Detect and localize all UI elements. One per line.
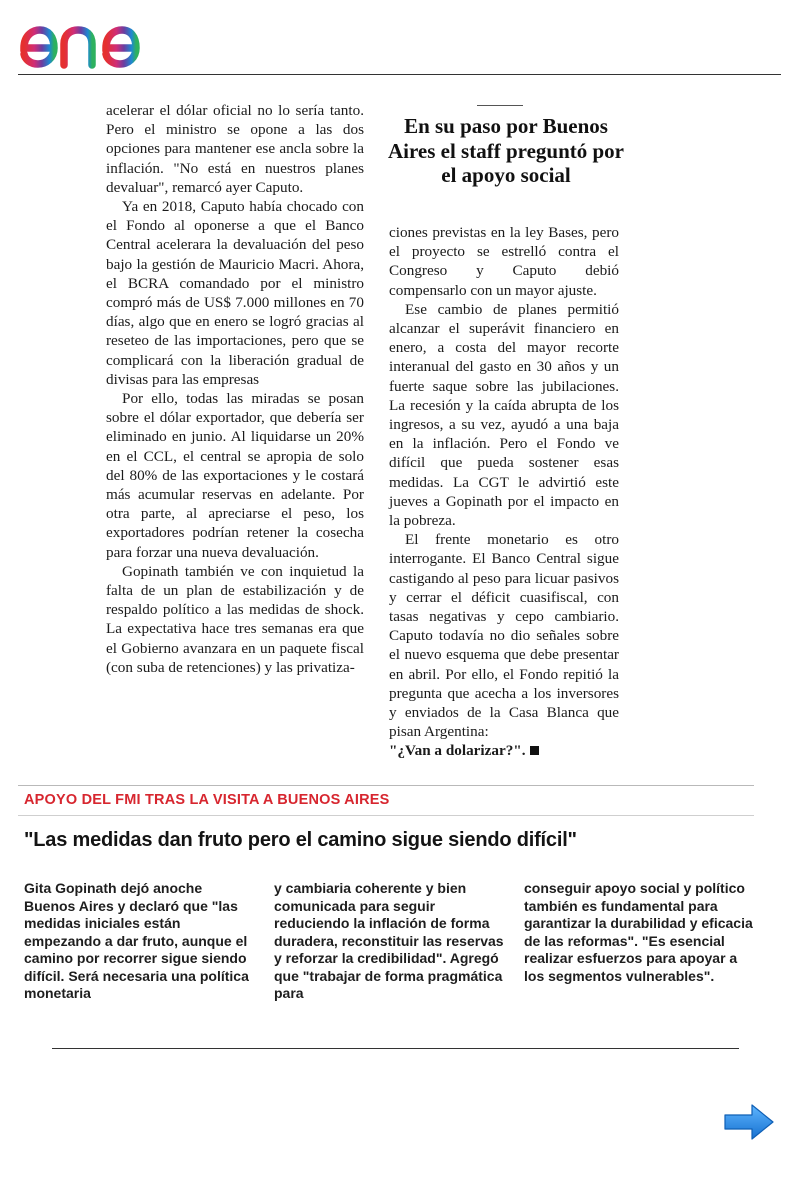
box-column-3: conseguir apoyo social y político también es fundamental para garantizar la durabilidad y eficacia de las reformas". "Es esencial realizar esfuerzos para apoyar a los segmentos vulnerables".	[524, 880, 753, 984]
box-top-rule	[18, 785, 754, 786]
article-paragraph: Ya en 2018, Caputo había chocado con el Fondo al oponerse a que el Banco Central acelerara la devaluación del peso bajo la gestión de Mauricio Macri. Ahora, el BCRA comandado por el ministro compró más de US$ 7.000 millones en 70 días, algo que en enero se logró gracias al reseteo de las importaciones, pero que se complicará con la liberación gradual de divisas para las empresas	[106, 198, 364, 388]
enel-logo-icon	[16, 8, 181, 70]
article-column-1	[106, 101, 364, 677]
article-paragraph: acelerar el dólar oficial no lo sería tanto. Pero el ministro se opone a las dos opciones para mantener ese ancla sobre la inflación. "No está en nuestros planes devaluar", remarcó ayer Caputo.	[106, 102, 364, 196]
box-kicker: APOYO DEL FMI TRAS LA VISITA A BUENOS AIRES	[24, 792, 390, 808]
ending-question: "¿Van a dolarizar?".	[389, 742, 526, 760]
end-of-article-mark	[530, 746, 539, 755]
pullquote: En su paso por Buenos Aires el staff preguntó por el apoyo social	[387, 114, 625, 187]
footer-rule	[52, 1048, 739, 1049]
box-divider	[18, 815, 754, 816]
article-paragraph: El frente monetario es otro interrogante. El Banco Central sigue castigando al peso para licuar pasivos y cerrar el déficit cuasifiscal, con tasas negativas y cepo cambiario. Caputo todavía no dio señales sobre el nuevo esquema que debe presentar en abril. Por ello, el Fondo repitió la pregunta que acecha a los inversores y enviados de la Casa Blanca que pisan Argentina:	[389, 531, 619, 741]
box-column-1: Gita Gopinath dejó anoche Buenos Aires y declaró que "las medidas iniciales están empezando a dar fruto, aunque el camino por recorrer sigue siendo difícil. Será necesaria una política monetaria	[24, 880, 249, 1001]
box-column-2: y cambiaria coherente y bien comunicada para seguir reduciendo la inflación de forma duradera, reconstituir las reservas y reforzar la credibilidad". Agregó que "trabajar de forma pragmática para	[274, 880, 504, 1001]
article-column-2	[389, 223, 619, 761]
header-rule	[18, 74, 781, 75]
pullquote-rule	[477, 105, 523, 106]
article-paragraph: Por ello, todas las miradas se posan sobre el dólar exportador, que debería ser eliminado en junio. Al liquidarse un 20% en el CCL, el central se apropia de solo del 80% de las exportaciones y le costará más acumular reservas en adelante. Por otra parte, al apreciarse el peso, los exportadores podrían retener la cosecha para forzar una nueva devaluación.	[106, 390, 364, 561]
box-title: "Las medidas dan fruto pero el camino sigue siendo difícil"	[24, 829, 577, 851]
article-paragraph: ciones previstas en la ley Bases, pero el proyecto se estrelló contra el Congreso y Caputo debió compensarlo con un mayor ajuste.	[389, 224, 619, 299]
article-paragraph: Gopinath también ve con inquietud la falta de un plan de estabilización y de respaldo político a las medidas de shock. La expectativa hace tres semanas era que el Gobierno avanzara en un paquete fiscal (con suba de retenciones) y las privatiza-	[106, 562, 364, 676]
article-ending	[389, 741, 619, 760]
article-paragraph: Ese cambio de planes permitió alcanzar el superávit financiero en enero, a costa del mayor recorte interanual del gasto en 30 años y un fuerte saque sobre las jubilaciones. La recesión y la caída abrupta de los ingresos, a su vez, ayudó a una baja en la inflación. Pero el Fondo ve difícil que pueda sostener esas medidas. La CGT le advirtió este jueves a Gopinath por el impacto en la pobreza.	[389, 300, 619, 530]
next-arrow-icon[interactable]	[722, 1102, 776, 1142]
